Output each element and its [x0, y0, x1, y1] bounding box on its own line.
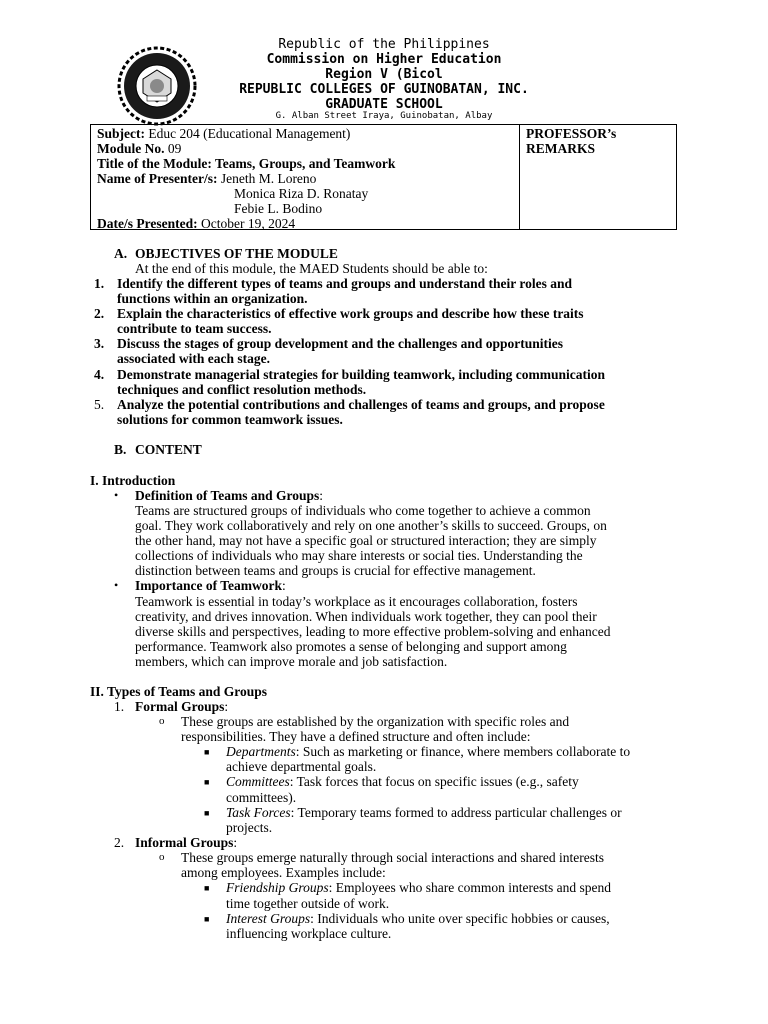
- presenter-3: Febie L. Bodino: [234, 201, 323, 216]
- presenter-2: Monica Riza D. Ronatay: [234, 186, 369, 201]
- informal-item-term: Friendship Groups: [226, 880, 329, 895]
- remarks-label-line1: PROFESSOR’s: [526, 126, 617, 141]
- objective-number: 3.: [94, 336, 105, 351]
- importance-text-line: creativity, and drives innovation. When individuals work together, they can pool their: [135, 609, 597, 624]
- square-bullet-icon: ■: [204, 883, 210, 893]
- square-bullet-icon: ■: [204, 747, 210, 757]
- module-info-cell: [91, 125, 520, 229]
- module-info-table: [90, 124, 677, 230]
- formal-number: 1.: [114, 699, 125, 714]
- definition-text-line: Teams are structured groups of individuals who come together to achieve a common: [135, 503, 591, 518]
- bullet-icon: •: [114, 578, 119, 592]
- header-commission: Commission on Higher Education: [266, 52, 502, 67]
- formal-item-line: committees).: [226, 790, 297, 805]
- objective-number: 5.: [94, 397, 105, 412]
- importance-text-line: members, which can improve morale and job satisfaction.: [135, 654, 448, 669]
- module-value: 09: [164, 141, 182, 156]
- formal-item-text: : Temporary teams formed to address particular challenges or: [290, 805, 622, 820]
- objective-line: Explain the characteristics of effective work groups and describe how these traits: [117, 306, 584, 321]
- bullet-icon: •: [114, 488, 119, 502]
- header-college-name: REPUBLIC COLLEGES OF GUINOBATAN, INC.: [239, 82, 529, 97]
- informal-colon: :: [233, 835, 238, 850]
- square-bullet-icon: ■: [204, 777, 210, 787]
- formal-item-line: achieve departmental goals.: [226, 759, 377, 774]
- circle-bullet-icon: o: [159, 715, 165, 727]
- informal-number: 2.: [114, 835, 125, 850]
- informal-desc-line: These groups emerge naturally through social interactions and shared interests: [181, 850, 604, 865]
- square-bullet-icon: ■: [204, 914, 210, 924]
- objective-line: functions within an organization.: [117, 291, 308, 306]
- formal-title: Formal Groups: [135, 699, 225, 714]
- objective-number: 4.: [94, 367, 105, 382]
- formal-title-line: [135, 699, 228, 714]
- informal-item-term: Interest Groups: [226, 911, 311, 926]
- importance-text-line: Teamwork is essential in today’s workplace as it encourages collaboration, fosters: [135, 594, 578, 609]
- header-address: G. Alban Street Iraya, Guinobatan, Albay: [275, 111, 493, 121]
- definition-text-line: distinction between teams and groups is crucial for effective management.: [135, 563, 536, 578]
- content-heading: CONTENT: [135, 442, 202, 457]
- objective-line: solutions for common teamwork issues.: [117, 412, 343, 427]
- informal-item-text: : Individuals who unite over specific hobbies or causes,: [310, 911, 610, 926]
- formal-desc-line: These groups are established by the organization with specific roles and: [181, 714, 570, 729]
- definition-text-line: goal. They work collaboratively and rely on one another’s skills to succeed. Groups, on: [135, 518, 607, 533]
- presenter-1: Jeneth M. Loreno: [217, 171, 317, 186]
- importance-text-line: diverse skills and perspectives, leading to more effective problem-solving and enhanced: [135, 624, 611, 639]
- formal-item-term: Task Forces: [226, 805, 291, 820]
- objective-line: Discuss the stages of group development and the challenges and opportunities: [117, 336, 564, 351]
- date-value: October 19, 2024: [197, 216, 296, 231]
- definition-colon: :: [319, 488, 324, 503]
- informal-title-line: [135, 835, 237, 850]
- formal-item-line: [226, 744, 630, 759]
- definition-title-line: [135, 488, 323, 503]
- definition-text-line: the other hand, may not have a specific goal or structured interaction; they are simply: [135, 533, 597, 548]
- header-republic: Republic of the Philippines: [278, 37, 490, 52]
- definition-text-line: collections of individuals who may share interests or social ties. Understanding the: [135, 548, 583, 563]
- importance-title-line: [135, 578, 286, 593]
- informal-item-line: [226, 911, 610, 926]
- formal-item-line: [226, 805, 622, 820]
- objective-number: 2.: [94, 306, 105, 321]
- informal-item-line: time together outside of work.: [226, 896, 390, 911]
- formal-item-term: Committees: [226, 774, 290, 789]
- objective-line: Identify the different types of teams and groups and understand their roles and: [117, 276, 573, 291]
- introduction-heading: I. Introduction: [90, 473, 176, 488]
- objective-line: Demonstrate managerial strategies for building teamwork, including communication: [117, 367, 605, 382]
- circle-bullet-icon: o: [159, 851, 165, 863]
- types-heading: II. Types of Teams and Groups: [90, 684, 268, 699]
- importance-title: Importance of Teamwork: [135, 578, 282, 593]
- subject-label: Subject:: [97, 126, 145, 141]
- formal-item-text: : Task forces that focus on specific issues (e.g., safety: [289, 774, 579, 789]
- presenter-label: Name of Presenter/s:: [97, 171, 218, 186]
- subject-value: Educ 204 (Educational Management): [145, 126, 351, 141]
- objectives-heading: OBJECTIVES OF THE MODULE: [135, 246, 338, 261]
- formal-item-term: Departments: [226, 744, 296, 759]
- informal-item-line: influencing workplace culture.: [226, 926, 392, 941]
- header-region: Region V (Bicol: [325, 67, 443, 82]
- objective-line: techniques and conflict resolution methods.: [117, 382, 367, 397]
- objective-line: contribute to team success.: [117, 321, 272, 336]
- definition-title: Definition of Teams and Groups: [135, 488, 320, 503]
- remarks-label-line2: REMARKS: [526, 141, 596, 156]
- objective-line: Analyze the potential contributions and challenges of teams and groups, and propose: [117, 397, 605, 412]
- informal-item-text: : Employees who share common interests and spend: [328, 880, 611, 895]
- objectives-letter: A.: [114, 246, 128, 261]
- importance-colon: :: [282, 578, 286, 593]
- square-bullet-icon: ■: [204, 808, 210, 818]
- content-letter: B.: [114, 442, 127, 457]
- importance-text-line: performance. Teamwork also promotes a sense of belonging and support among: [135, 639, 567, 654]
- date-label: Date/s Presented:: [97, 216, 198, 231]
- objective-line: associated with each stage.: [117, 351, 270, 366]
- objective-number: 1.: [94, 276, 105, 291]
- formal-item-line: projects.: [226, 820, 273, 835]
- informal-desc-line: among employees. Examples include:: [181, 865, 386, 880]
- formal-desc-line: responsibilities. They have a defined structure and often include:: [181, 729, 531, 744]
- informal-item-line: [226, 880, 611, 895]
- module-title: Title of the Module: Teams, Groups, and Teamwork: [97, 156, 396, 171]
- module-label: Module No.: [97, 141, 165, 156]
- informal-title: Informal Groups: [135, 835, 234, 850]
- professor-remarks-cell: [520, 125, 676, 156]
- formal-colon: :: [224, 699, 229, 714]
- formal-item-text: : Such as marketing or finance, where members collaborate to: [295, 744, 631, 759]
- header-graduate-school: GRADUATE SCHOOL: [325, 97, 443, 112]
- objectives-intro: At the end of this module, the MAED Students should be able to:: [135, 261, 488, 276]
- formal-item-line: [226, 774, 579, 789]
